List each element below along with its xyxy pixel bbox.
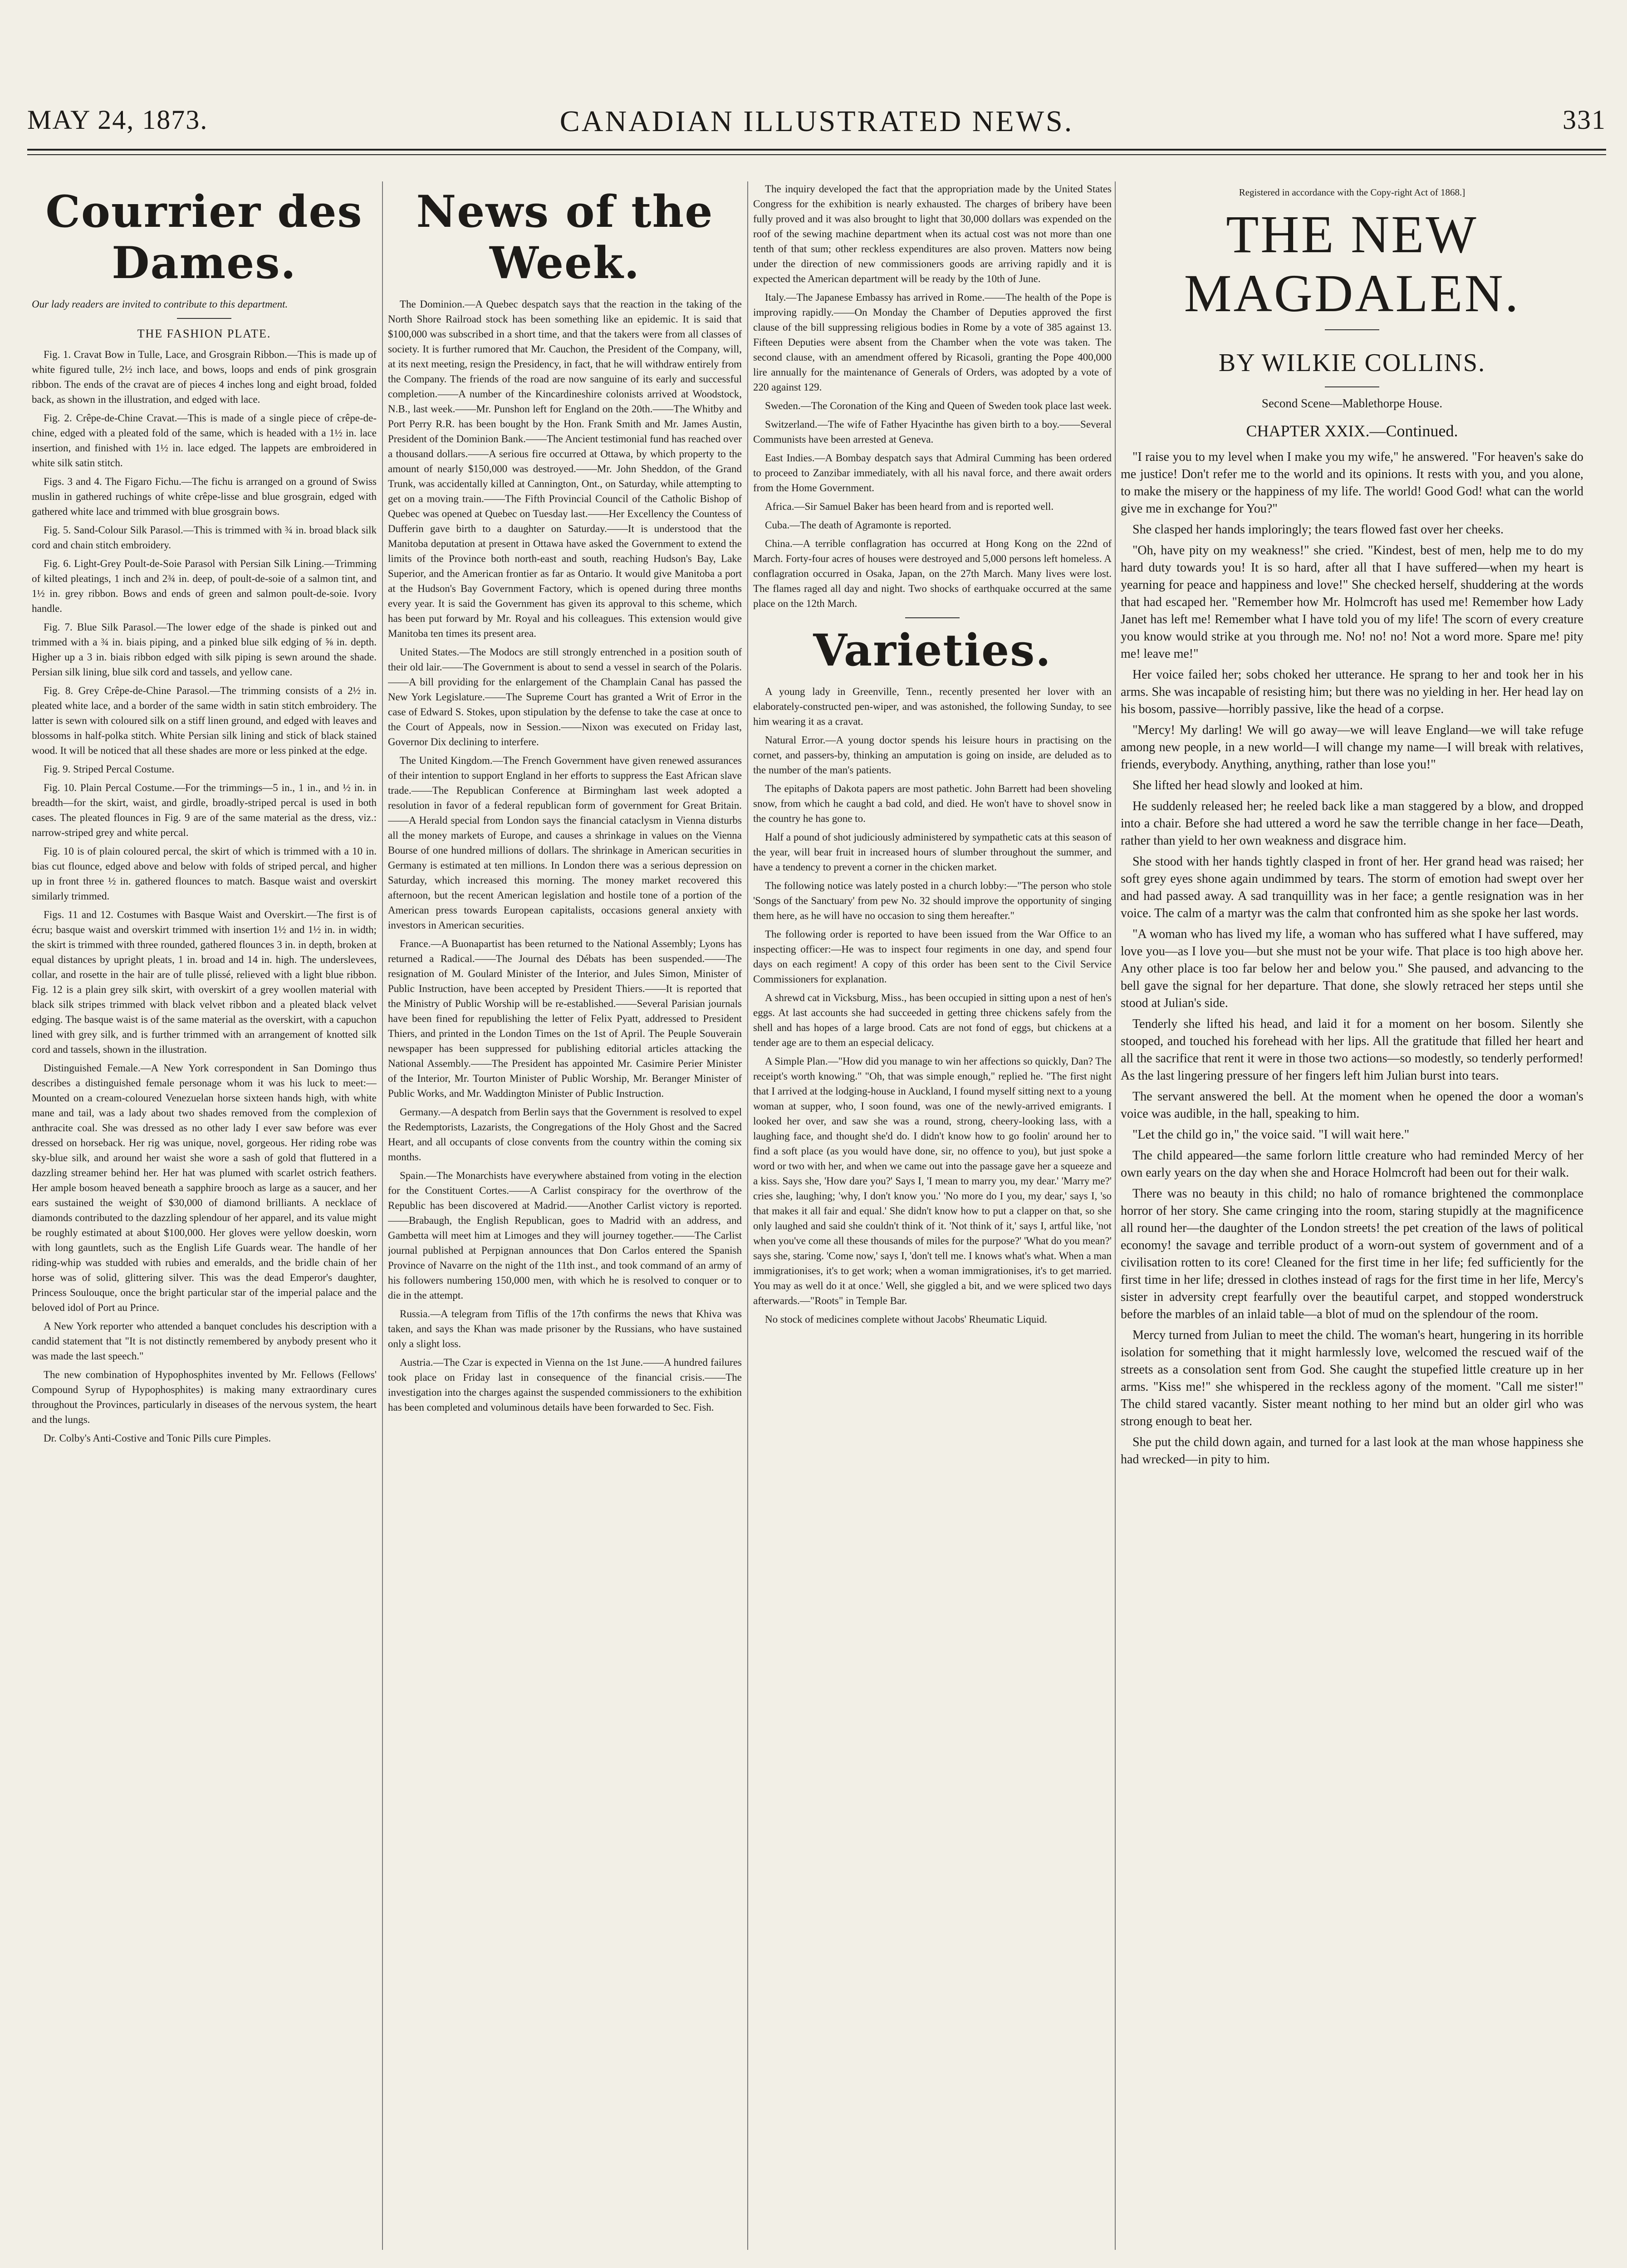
- article-body: [388, 297, 742, 1415]
- divider: [177, 318, 231, 319]
- paragraph: Russia.—A telegram from Tiflis of the 17th confirms the news that Khiva was taken, and says the Khan was made prisoner by the Russians, who have sustained only a slight loss.: [388, 1308, 742, 1349]
- paragraph: United States.—The Modocs are still strongly entrenched in a position south of their old lair.——The Government is about to send a vessel in search of the Polaris.——A bill providing for the enlargement of the Champlain Canal has passed the New York Legislature.——The Supreme Court has granted a Writ of Error in the case of Edward S. Stokes, upon stipulation by the defense to take the case at once to the Court of Appeals, now in Session.——Nixon was executed on Friday last, Governor Dix declining to interfere.: [388, 646, 742, 748]
- paragraph: "I raise you to my level when I make you my wife," he answered. "For heaven's sake do me justice! Don't refer me to the world and its opinions. It rests with you, and you alone, to make the misery or the happiness of my life. The world! Good God! what can the world give me in exchange for You?": [1121, 450, 1583, 516]
- column-courrier-des-dames: [32, 181, 377, 2268]
- divider: [1325, 386, 1379, 387]
- section-heading: News of the Week.: [416, 186, 714, 288]
- paragraph: The epitaphs of Dakota papers are most pathetic. John Barrett had been shoveling snow, from which he caught a bad cold, and died. He won't have to shovel snow in the country he has gone to.: [753, 783, 1112, 824]
- paragraph: No stock of medicines complete without Jacobs' Rheumatic Liquid.: [765, 1314, 1047, 1325]
- subheading: THE FASHION PLATE.: [137, 327, 271, 340]
- masthead: [27, 104, 1606, 145]
- paragraph: Fig. 7. Blue Silk Parasol.—The lower edge of the shade is pinked out and trimmed with a ¾ in. biais piping, and a pinked blue silk edging of ⅝ in. depth. Higher up a 3 in. biais ribbon edged with silk piping is sewn around the shade. Persian silk lining, blue silk cord and tassels, and yellow cane.: [32, 621, 377, 678]
- column-serial-novel: [1121, 181, 1583, 2268]
- article-body: [32, 347, 377, 1446]
- paragraph: The servant answered the bell. At the moment when he opened the door a woman's voice was audible, in the hall, speaking to him.: [1121, 1090, 1583, 1121]
- article-body: [753, 684, 1112, 1327]
- paragraph: Germany.—A despatch from Berlin says that the Government is resolved to expel the Redemptorists, Lazarists, the Congregations of the Holy Ghost and the Sacred Heart, and all occupants of close convents from the country within the coming six months.: [388, 1106, 742, 1163]
- paragraph: "Let the child go in," the voice said. "I will wait here.": [1132, 1128, 1410, 1142]
- paragraph: Sweden.—The Coronation of the King and Queen of Sweden took place last week.: [765, 400, 1112, 411]
- paragraph: Half a pound of shot judiciously administered by sympathetic cats at this season of the year, will bear fruit in increased hours of slumber throughout the summer, and have a tendency to prevent a corner in the chicken market.: [753, 831, 1112, 873]
- paragraph: "Oh, have pity on my weakness!" she cried. "Kindest, best of men, help me to do my hard duty towards you! It is so hard, after all that I have suffered—when my heart is yearning for peace and happiness and love!" She checked herself, shuddering at the words that had escaped her. "Remember how Mr. Holmcroft has used me! Remember how Lady Janet has left me! Remember what I have told you of my life! The scorn of every creature you know would strike at you through me. No! no! no! Not a word more. Spare me! pity me! leave me!": [1121, 543, 1583, 661]
- paragraph: Natural Error.—A young doctor spends his leisure hours in practising on the cornet, and passers-by, thinking an amputation is going on inside, are deluded as to the number of the man's patients.: [753, 734, 1112, 776]
- paragraph: Africa.—Sir Samuel Baker has been heard from and is reported well.: [765, 501, 1054, 512]
- paragraph: Fig. 6. Light-Grey Poult-de-Soie Parasol with Persian Silk Lining.—Trimming of kilted pleatings, 1 inch and 2¾ in. deep, of poult-de-soie of a salmon tint, and 1½ in. grey ribbon. Bows and ends of green and salmon poult-de-soie. Ivory handle.: [32, 558, 377, 614]
- chapter-heading: CHAPTER XXIX.—Continued.: [1246, 422, 1458, 440]
- paragraph: A shrewd cat in Vicksburg, Miss., has been occupied in sitting upon a nest of hen's eggs. At last accounts she had succeeded in getting three chickens safely from the shell and has hopes of a large brood. Cats are not fond of eggs, but chickens at a tender age are to them an especial delicacy.: [753, 992, 1112, 1048]
- paragraph: Spain.—The Monarchists have everywhere abstained from voting in the election for the Constituent Cortes.——A Carlist conspiracy for the overthrow of the Republic has been discovered at Madrid.——Another Carlist victory is reported.——Brabaugh, the English Republican, goes to Madrid with an address, and Gambetta will meet him at Limoges and they will journey together.——The Carlist journal published at Perpignan announces that Don Carlos entered the Spanish Province of Navarre on the night of the 11th inst., and took command of an army of his followers numbering 150,000 men, with which he is resolved to conquer or to die in the attempt.: [388, 1170, 742, 1301]
- paragraph: Fig. 8. Grey Crêpe-de-Chine Parasol.—The trimming consists of a 2½ in. pleated white lace, and a border of the same width in satin stitch embroidery. The latter is sewn with coloured silk on a stiff linen ground, and edged with leaves and blossoms in half-polka stitch. White Persian silk lining and stick of black stained wood. It will be noticed that all these shades are more or less pinked at the edge.: [32, 685, 377, 756]
- paragraph: "A woman who has lived my life, a woman who has suffered what I have suffered, may love you—as I love you—but she must not be your wife. That place is too high above her. Any other place is too far below her and below you." She paused, and advancing to the bell gave the signal for her departure. That done, she slowly retraced her steps until she stood at Julian's side.: [1121, 927, 1583, 1010]
- novel-scene: Second Scene—Mablethorpe House.: [1261, 396, 1443, 410]
- paragraph: Fig. 2. Crêpe-de-Chine Cravat.—This is made of a single piece of crêpe-de-chine, edged with a pleated fold of the same, which is headed with a 1½ in. lace insertion, and finished with 1½ in. lace edged. The lappets are embroidered in white silk satin stitch.: [32, 412, 377, 469]
- paragraph: The following order is reported to have been issued from the War Office to an inspecting officer:—He was to inspect four regiments in one day, and spend four days on each regiment! A copy of this order has been sent to the Civil Service Commissioners for explanation.: [753, 929, 1112, 985]
- masthead-title: CANADIAN ILLUSTRATED NEWS.: [559, 105, 1074, 138]
- section-heading: Varieties.: [813, 625, 1052, 676]
- article-body: [753, 181, 1112, 611]
- paragraph: A young lady in Greenville, Tenn., recently presented her lover with an elaborately-constructed pen-wiper, and was astonished, the following Sunday, to see him wearing it as a cravat.: [753, 686, 1112, 727]
- paragraph: Figs. 11 and 12. Costumes with Basque Waist and Overskirt.—The first is of écru; basque waist and overskirt trimmed with insertion 1½ and 1½ in. in width; the skirt is trimmed with three rounded, gathered flounces 3 in. in depth, broken at equal distances by upright pleats, 1 in. broad and 14 in. high. The underslevees, collar, and rosette in the hair are of tulle plissé, relieved with a light blue ribbon. Fig. 12 is a plain grey silk skirt, with overskirt of a grey woollen material with black silk stripes trimmed with black velvet ribbon and a pleated black velvet edging. The basque waist is of the same material as the overskirt, with a capuchon lined with grey silk, and is further trimmed with an arrangement of knotted silk cord and tassels, shown in the illustration.: [32, 909, 377, 1055]
- copyright-notice: Registered in accordance with the Copy-right Act of 1868.]: [1239, 187, 1465, 198]
- masthead-page-number: 331: [1563, 105, 1606, 135]
- paragraph: Fig. 5. Sand-Colour Silk Parasol.—This is trimmed with ¾ in. broad black silk cord and chain stitch embroidery.: [32, 524, 377, 551]
- paragraph: Dr. Colby's Anti-Costive and Tonic Pills cure Pimples.: [44, 1432, 271, 1444]
- column-divider: [382, 181, 383, 2250]
- paragraph: She clasped her hands imploringly; the tears flowed fast over her cheeks.: [1132, 523, 1504, 537]
- divider: [905, 617, 960, 618]
- paragraph: Mercy turned from Julian to meet the child. The woman's heart, hungering in its horrible isolation for something that it might harmlessly love, welcomed the rescued waif of the streets as a consolation sent from God. She caught the stupefied little creature up in her arms. "Kiss me!" she whispered in the reckless agony of the moment. "Call me sister!" The child stared vacantly. Sister meant nothing to her mind but an older girl who was strong enough to beat her.: [1121, 1328, 1583, 1428]
- section-heading: Courrier des Dames.: [45, 186, 363, 288]
- article-body: [1121, 449, 1583, 1468]
- paragraph: Italy.—The Japanese Embassy has arrived in Rome.——The health of the Pope is improving rapidly.——On Monday the Chamber of Deputies approved the first clause of the bill suppressing religious bodies in Rome by a vote of 385 against 13. Fifteen Deputies were absent from the Chamber when the vote was taken. The second clause, with an amendment offered by Ricasoli, granting the Pope 400,000 lire annually for the maintenance of Generals of Orders, was adopted by a vote of 220 against 129.: [753, 292, 1112, 393]
- paragraph: A New York reporter who attended a banquet concludes his description with a candid statement that "It is not distinctly remembered by anybody present who it was made the last speech.": [32, 1320, 377, 1362]
- paragraph: Fig. 10 is of plain coloured percal, the skirt of which is trimmed with a 10 in. bias cut flounce, edged above and below with folds of striped percal, and higher up in front three ½ in. gathered flounces to match. Basque waist and overskirt similarly trimmed.: [32, 846, 377, 902]
- paragraph: The following notice was lately posted in a church lobby:—"The person who stole 'Songs of the Sanctuary' from pew No. 32 should improve the opportunity of singing them here, as he will have no occasion to sing them hereafter.": [753, 880, 1112, 921]
- column-divider: [747, 181, 748, 2250]
- masthead-rule-thin: [27, 154, 1606, 155]
- masthead-rule-thick: [27, 149, 1606, 151]
- paragraph: Fig. 10. Plain Percal Costume.—For the trimmings—5 in., 1 in., and ½ in. in breadth—for the skirt, waist, and girdle, broadly-striped percal is used in both cases. The pleated flounces in Fig. 9 are of the same material as the dress, viz.: narrow-striped grey and white percal.: [32, 782, 377, 838]
- column-news-and-varieties: [753, 181, 1112, 2268]
- paragraph: Switzerland.—The wife of Father Hyacinthe has given birth to a boy.——Several Communists have been arrested at Geneva.: [753, 419, 1112, 445]
- paragraph: Austria.—The Czar is expected in Vienna on the 1st June.——A hundred failures took place on Friday last in consequence of the financial crisis.——The investigation into the charges against the suspended commissioners to the exhibition has been completed and voluminous details have been forwarded to Sec. Fish.: [388, 1357, 742, 1413]
- paragraph: The child appeared—the same forlorn little creature who had reminded Mercy of her own early years on the day when she and Horace Holmcroft had been out for their walk.: [1121, 1149, 1583, 1180]
- paragraph: The Dominion.—A Quebec despatch says that the reaction in the taking of the North Shore Railroad stock has been something like an epidemic. It is said that $100,000 was subscribed in a short time, and that the takers were from all classes of society. It is further rumored that Mr. Cauchon, the President of the Company, will, at its next meeting, resign the Presidency, in fact, that he will withdraw entirely from the Company. The friends of the road are now sanguine of its early and successful completion.——A number of the Kincardineshire colonists arrived at Woodstock, N.B., last week.——Mr. Punshon left for England on the 20th.——The Whitby and Port Perry R.R. has been bought by the Hon. Frank Smith and Mr. James Austin, President of the Dominion Bank.——The Ancient testimonial fund has reached over a thousand dollars.——A serious fire occurred at Ottawa, by which property to the amount of nearly $150,000 was destroyed.——Mr. John Sheddon, of the Grand Trunk, was accidentally killed at Cannington, Ont., on Saturday, while attempting to get on a moving train.——The Fifth Provincial Council of the Catholic Bishop of Quebec was opened at Quebec on Tuesday last.——Her Excellency the Countess of Dufferin gave birth to a daughter on Saturday.——It is understood that the Manitoba deputation at present in Ottawa have asked the Government to extend the limits of the Province both north-east and south, reaching Hudson's Bay, Lake Superior, and the American frontier as far as Ontario. It would give Manitoba a port at the Hudson's Bay Government Factory, which is opened during three months every year. It is said the Government has given its approval to this scheme, which has been put forward by Mr. Royal and his colleagues. This extension would give Manitoba ten times its present area.: [388, 298, 742, 639]
- paragraph: The inquiry developed the fact that the appropriation made by the United States Congress for the exhibition is nearly exhausted. The charges of bribery have been fully proved and it was also brought to light that 30,000 dollars was expended on the roof of the sewing machine department when its actual cost was not more than one tenth of that sum; other reckless expenditures are also proven. Matters now being under the direction of new commissioners goods are arriving rapidly and it is expected the American department will be ready by the 10th of June.: [753, 183, 1112, 284]
- paragraph: Figs. 3 and 4. The Figaro Fichu.—The fichu is arranged on a ground of Swiss muslin in gathered ruchings of white crêpe-lisse and blue grosgrain, edged with gathered white lace and trimmed with blue grosgrain bows.: [32, 476, 377, 517]
- paragraph: There was no beauty in this child; no halo of romance brightened the commonplace horror of her story. She came cringing into the room, staring stupidly at the magnificence all round her—the daughter of the London streets! the pet creation of the laws of political economy! the savage and terrible product of a worn-out system of government and of a civilisation rotten to its core! Cleaned for the first time in her life; fed sufficiently for the first time in her life; dressed in clothes instead of rags for the first time in her life, Mercy's sister in adversity crept fearfully over the beautiful carpet, and stopped wonderstruck before the marbles of an inlaid table—a blot of mud on the splendour of the room.: [1121, 1187, 1583, 1321]
- paragraph: Fig. 9. Striped Percal Costume.: [44, 763, 175, 775]
- paragraph: She stood with her hands tightly clasped in front of her. Her grand head was raised; her soft grey eyes shone again undimmed by tears. The storm of emotion had swept over her and had passed away. A sad tranquillity was in her face; a gentle resignation was in her voice. The calm of a martyr was the calm that confronted him as she spoke her last words.: [1121, 855, 1583, 920]
- novel-title: THE NEW MAGDALEN.: [1184, 205, 1520, 323]
- paragraph: East Indies.—A Bombay despatch says that Admiral Cumming has been ordered to proceed to Zanzibar immediately, with all his naval force, and there await orders from the Home Government.: [753, 452, 1112, 494]
- divider: [1325, 329, 1379, 330]
- paragraph: China.—A terrible conflagration has occurred at Hong Kong on the 22nd of March. Forty-four acres of houses were destroyed and 5,000 persons left homeless. A conflagration occurred in Osaka, Japan, on the 27th March. Many lives were lost. The flames raged all day and night. Two shocks of earthquake occurred at the same place on the 12th March.: [753, 538, 1112, 609]
- paragraph: Cuba.—The death of Agramonte is reported.: [765, 519, 951, 531]
- paragraph: He suddenly released her; he reeled back like a man staggered by a blow, and dropped into a chair. Before she had uttered a word he saw the terrible change in her face—Death, rather than yield to her own weakness and disgrace him.: [1121, 799, 1583, 848]
- paragraph: She put the child down again, and turned for a last look at the man whose happiness she had wrecked—in pity to him.: [1121, 1435, 1583, 1466]
- paragraph: A Simple Plan.—"How did you manage to win her affections so quickly, Dan? The receipt's worth knowing." "Oh, that was simple enough," replied he. "The first night that I arrived at the lodging-house in Auckland, I found myself sitting next to a young woman at supper, who, I soon found, was one of the newly-arrived emigrants. I looked her over, and saw she was a round, strong, cheery-looking lass, with a laughing face, and thought she'd do. I didn't know how to go foolin' around her to find a soft place (as you would have done, sir, no offence to you), but just spoke a word or two with her, and when we came out into the passage gave her a squeeze and a kiss. Says she, 'How dare you?' Says I, 'I mean to marry you, my dear.' 'Marry me?' cries she, laughing; 'why, I don't know you.' 'No more do I you, my dear,' says I, 'so that makes it all fair and equal.' She didn't know how to put a clapper on that, so she only laughed and said she couldn't think of it. 'Not think of it,' says I, artful like, 'not when you've come all these thousands of miles for the purpose?' 'What do you mean?' says she, staring. 'Come now,' says I, 'don't tell me. I knows what's what. When a man immigrationises, it's to get work; when a woman immigrationises, it's to get married. You may as well do it at once.' Well, she giggled a bit, and we were spliced two days afterwards.—"Roots" in Temple Bar.: [753, 1056, 1112, 1306]
- column-news-of-the-week: [388, 181, 742, 2268]
- column-divider: [1115, 181, 1116, 2250]
- section-intro: Our lady readers are invited to contribute to this department.: [32, 298, 288, 310]
- paragraph: France.—A Buonapartist has been returned to the National Assembly; Lyons has returned a Radical.——The Journal des Débats has been suspended.——The resignation of M. Goulard Minister of the Interior, and Jules Simon, Minister of Public Instruction, have been accepted by President Thiers.——It is reported that the Ministry of Public Worship will be re-established.——Several Parisian journals have been fined for republishing the letter of Felix Pyatt, addressed to President Thiers, and printed in the London Times on the 1st of April. The Peuple Souverain newspaper has been suppressed for publishing editorial articles attacking the National Assembly.——The President has appointed Mr. Casimire Perier Minister of the Interior, Mr. Tourton Minister of Public Worship, Mr. Beranger Minister of Public Works, and Mr. Waddington Minister of Public Instruction.: [388, 938, 742, 1099]
- paragraph: She lifted her head slowly and looked at him.: [1132, 778, 1363, 792]
- paragraph: The United Kingdom.—The French Government have given renewed assurances of their intention to support England in her efforts to suppress the East African slave trade.——The Republican Conference at Birmingham last week adopted a resolution in favor of a federal republican form of government for Great Britain.——A Herald special from London says the financial cataclysm in Vienna disturbs all the money markets of Europe, and causes a shrinkage in values on the Vienna Bourse of one hundred millions of dollars. The shrinkage in American securities in Germany is estimated at ten millions. In London there was a serious depression on Saturday, which increased this morning. The money market recovered this afternoon, but the recent American legislation and hostile tone of a portion of the American press towards European capitalists, occasions general anxiety with investors in American securities.: [388, 755, 742, 931]
- novel-author: BY WILKIE COLLINS.: [1218, 349, 1486, 377]
- paragraph: Tenderly she lifted his head, and laid it for a moment on her bosom. Silently she stooped, and touched his forehead with her lips. All the gratitude that filled her heart and all the sacrifice that rent it were in those two actions—so modestly, so tenderly performed! As the last lingering pressure of her fingers left him Julian burst into tears.: [1121, 1017, 1583, 1083]
- paragraph: The new combination of Hypophosphites invented by Mr. Fellows (Fellows' Compound Syrup of Hypophosphites) is making many extraordinary cures throughout the Provinces, particularly in diseases of the nervous system, the heart and the lungs.: [32, 1369, 377, 1425]
- paragraph: Her voice failed her; sobs choked her utterance. He sprang to her and took her in his arms. She was incapable of resisting him; but there was no yielding in her. Her head lay on his bosom, passive—horribly passive, like the head of a corpse.: [1121, 668, 1583, 716]
- paragraph: "Mercy! My darling! We will go away—we will leave England—we will take refuge among new people, in a new world—I will change my name—I will break with relatives, friends, everybody. Anything, anything, rather than lose you!": [1121, 723, 1583, 772]
- paragraph: Distinguished Female.—A New York correspondent in San Domingo thus describes a distinguished female personage whom it was his luck to meet:—Mounted on a cream-coloured Venezuelan horse sixteen hands high, with white mane and tail, was a lady about two shades removed from the complexion of anthracite coal. She was dressed as no other lady I ever saw before was ever dressed on horseback. Her rig was unique, novel, gorgeous. Her riding robe was sky-blue silk, and around her waist she wore a sash of gold that fluttered in a dazzling streamer behind her. Her hat was plumed with scarlet ostrich feathers. Her ample bosom heaved beneath a sapphire brooch as large as a saucer, and her ears sustained the weight of $30,000 of diamond brilliants. A necklace of diamonds contributed to the dazzling splendour of her apparel, and its value might be roughly estimated at about $100,000. Her gloves were yellow doeskin, worn with long gauntlets, such as the English Life Guards wear. The handle of her riding-whip was studded with rubies and emeralds, and the bridle chain of her horse was of solid, glittering silver. This was the dead Emperor's daughter, Princess Soulouque, once the bright particular star of the imperial palace and the beloved idol of Port au Prince.: [32, 1062, 377, 1313]
- paragraph: Fig. 1. Cravat Bow in Tulle, Lace, and Grosgrain Ribbon.—This is made up of white figured tulle, 2½ inch lace, and bows, loops and ends of pink grosgrain ribbon. The ends of the cravat are of pieces 4 inches long and eight broad, folded back, as shown in the illustration, and edged with lace.: [32, 349, 377, 405]
- masthead-date: MAY 24, 1873.: [27, 105, 208, 135]
